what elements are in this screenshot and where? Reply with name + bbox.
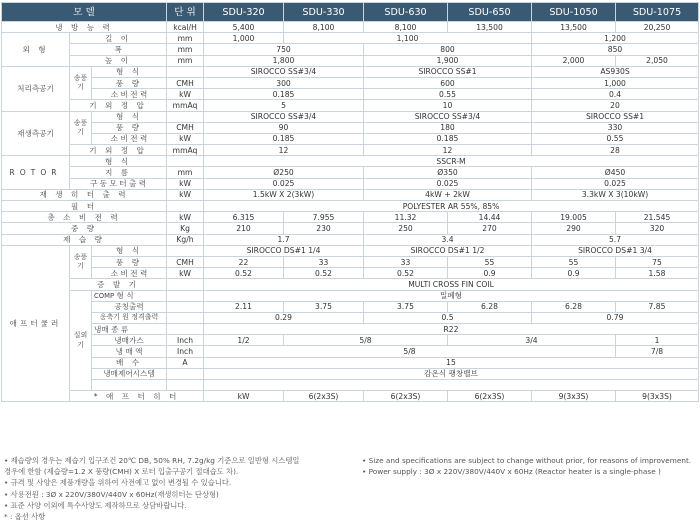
header-model-name: SDU-1075: [616, 3, 699, 22]
value-cell: SIROCCO SS#3/4: [204, 111, 364, 122]
value-cell: 0.025: [204, 178, 364, 189]
value-cell: 300: [204, 77, 364, 88]
value-cell: 8,100: [364, 22, 448, 33]
row-afterheater: [2, 391, 699, 402]
notes-korean: [4, 455, 354, 522]
row-regen-type: [2, 111, 699, 122]
row-rotor-dia: [2, 167, 699, 178]
row-label: 풍 량: [92, 77, 167, 88]
row-width: [2, 44, 699, 55]
row-label: 풍 량: [92, 122, 167, 133]
value-cell: 290: [532, 223, 616, 234]
ref-kind-label: 종 류: [111, 324, 129, 334]
unit-cell: mmAq: [167, 145, 204, 156]
value-cell: 1,000: [532, 77, 699, 88]
fan-label: 송풍기: [70, 66, 92, 100]
row-afc-ctrl: [2, 368, 699, 379]
group-rotor: ROTOR: [2, 156, 70, 190]
note-line: • 규격 및 사양은 제품개량을 위하여 사전예고 없이 변경될 수 있습니다.: [4, 478, 232, 488]
unit-cell: mmAq: [167, 100, 204, 111]
value-cell: 1,800: [204, 55, 364, 66]
value-cell: 14.44: [448, 212, 532, 223]
row-label: 형 식: [92, 245, 167, 256]
unit-cell: mm: [167, 33, 204, 44]
value-cell: 0.55: [364, 89, 532, 100]
value-cell: 21.545: [616, 212, 699, 223]
row-label: 냉 방 능 력: [2, 22, 167, 33]
row-afc-ref-kind: [2, 324, 699, 335]
value-cell: 1.7: [204, 234, 364, 245]
row-label: [92, 290, 167, 301]
value-cell: 2.11: [204, 301, 284, 312]
value-cell: 320: [616, 223, 699, 234]
value-cell: SIROCCO SS#3/4: [204, 66, 364, 77]
value-cell: 3/4: [448, 335, 616, 346]
value-cell: SIROCCO SS#3/4: [364, 111, 532, 122]
value-cell: 13,500: [532, 22, 616, 33]
unit-cell: CMH: [167, 77, 204, 88]
row-length: [2, 33, 699, 44]
row-label: 구 동 모 터 출 력: [70, 178, 167, 189]
outdoor-label: 실외기: [70, 290, 92, 391]
value-cell: POLYESTER AR 55%, 85%: [204, 201, 699, 212]
unit-cell: [167, 324, 204, 335]
value-cell: 6.28: [532, 301, 616, 312]
value-cell: 850: [532, 44, 699, 55]
value-cell: 0.9: [532, 268, 616, 279]
value-cell: [204, 380, 699, 391]
row-afc-type: [2, 245, 699, 256]
row-label: 지 름: [70, 167, 167, 178]
value-cell: 6(2x3S): [284, 391, 364, 402]
row-label: 길 이: [70, 33, 167, 44]
row-label: 재 생 히 터 출 력: [2, 189, 167, 200]
value-cell: 180: [364, 122, 532, 133]
value-cell: 1,100: [284, 33, 532, 44]
value-cell: 6.28: [448, 301, 532, 312]
spec-table: [1, 2, 699, 402]
unit-cell: kW: [167, 89, 204, 100]
row-afc-evap: [2, 279, 699, 290]
value-cell: 0.5: [364, 312, 532, 323]
unit-cell: kW: [167, 189, 204, 200]
value-cell: 0.79: [532, 312, 699, 323]
refrig-label: 냉매: [94, 324, 109, 334]
unit-cell: [167, 380, 204, 391]
row-height: [2, 55, 699, 66]
value-cell: 1/2: [204, 335, 284, 346]
row-weight: [2, 223, 699, 234]
row-label: 폭: [70, 44, 167, 55]
group-outer: 외 형: [2, 33, 70, 67]
value-cell: 210: [204, 223, 284, 234]
unit-cell: kcal/H: [167, 22, 204, 33]
value-cell: Ø350: [364, 167, 532, 178]
unit-cell: [167, 279, 204, 290]
row-heater: [2, 189, 699, 200]
value-cell: MULTI CROSS FIN COIL: [204, 279, 699, 290]
row-label: 증 발 기: [70, 279, 167, 290]
value-cell: 2,000: [532, 55, 616, 66]
unit-cell: [167, 245, 204, 256]
value-cell: 20: [532, 100, 699, 111]
unit-cell: kW: [204, 391, 284, 402]
row-regen-pressure: [2, 145, 699, 156]
unit-cell: Inch: [167, 346, 204, 357]
value-cell: 0.185: [364, 133, 532, 144]
value-cell: 20,250: [616, 22, 699, 33]
value-cell: 7.85: [616, 301, 699, 312]
value-cell: 1,900: [364, 55, 532, 66]
value-cell: 3.75: [284, 301, 364, 312]
row-label: 소 비 전 력: [92, 133, 167, 144]
unit-cell: [167, 66, 204, 77]
value-cell: 5/8: [204, 346, 616, 357]
unit-cell: kW: [167, 133, 204, 144]
row-label: 형 식: [70, 156, 167, 167]
value-cell: 33: [284, 256, 364, 267]
value-cell: 0.55: [532, 133, 699, 144]
unit-cell: CMH: [167, 122, 204, 133]
row-label: 제 습 량: [2, 234, 167, 245]
value-cell: 밀폐형: [204, 290, 699, 301]
header-model-name: SDU-650: [448, 3, 532, 22]
unit-cell: [167, 368, 204, 379]
header-model: 모 델: [2, 3, 167, 22]
header-unit: 단 위: [167, 3, 204, 22]
note-line: • 제습량의 경우는 제습기 입구조건 20℃ DB, 50% RH, 7.2g/kg 기준으로 일반형 시스템일: [4, 456, 300, 465]
unit-cell: mm: [167, 167, 204, 178]
value-cell: 33: [364, 256, 448, 267]
value-cell: SIROCCO DS#1 3/4: [532, 245, 699, 256]
value-cell: 230: [284, 223, 364, 234]
unit-cell: kW: [167, 268, 204, 279]
row-afc-comp-type: [2, 290, 699, 301]
value-cell: 0.185: [204, 89, 364, 100]
value-cell: 330: [532, 122, 699, 133]
fan-label: 송풍기: [70, 245, 92, 279]
row-label: 높 이: [70, 55, 167, 66]
row-process-type: [2, 66, 699, 77]
value-cell: SIROCCO SS#1: [364, 66, 532, 77]
unit-cell: [167, 290, 204, 301]
header-model-name: SDU-330: [284, 3, 364, 22]
unit-cell: Inch: [167, 335, 204, 346]
value-cell: SSCR-M: [204, 156, 699, 167]
row-filter: [2, 201, 699, 212]
unit-cell: CMH: [167, 256, 204, 267]
row-process-flow: [2, 77, 699, 88]
unit-cell: [167, 301, 204, 312]
value-cell: 1.5kW X 2(3kW): [204, 189, 364, 200]
value-cell: 750: [204, 44, 364, 55]
value-cell: 15: [204, 357, 699, 368]
group-regen: 재생측공기: [2, 111, 70, 156]
value-cell: SIROCCO DS#1 1/2: [364, 245, 532, 256]
value-cell: 2,050: [616, 55, 699, 66]
row-afc-liquid: [2, 346, 699, 357]
header-model-name: SDU-630: [364, 3, 448, 22]
value-cell: 5.7: [532, 234, 699, 245]
value-cell: 8,100: [284, 22, 364, 33]
value-cell: SIROCCO DS#1 1/4: [204, 245, 364, 256]
comp-label: COMP: [94, 291, 115, 300]
row-label: 풍 량: [92, 256, 167, 267]
value-cell: 5: [204, 100, 364, 111]
value-cell: 0.025: [532, 178, 699, 189]
row-label: 형 식: [92, 66, 167, 77]
note-line: • 표준 사양 이외에 특수사양도 제작하므로 상담바랍니다.: [4, 500, 187, 510]
value-cell: AS930S: [532, 66, 699, 77]
row-label: 배 수: [92, 357, 167, 368]
value-cell: 0.185: [204, 133, 364, 144]
value-cell: 0.52: [204, 268, 284, 279]
value-cell: Ø250: [204, 167, 364, 178]
row-process-power: [2, 89, 699, 100]
note-line: • Power supply : 3Ø x 220V/380V/440V x 60Hz (Reactor heater is a single-phase ): [362, 467, 661, 477]
value-cell: 5/8: [284, 335, 448, 346]
row-label: * 애 프 터 히 터: [70, 391, 204, 402]
note-line: • Size and specifications are subject to change without prior, for reasons of improvement.: [362, 456, 692, 465]
unit-cell: A: [167, 357, 204, 368]
notes-english: [362, 455, 697, 477]
value-cell: 11.32: [364, 212, 448, 223]
value-cell: 90: [204, 122, 364, 133]
value-cell: 0.52: [364, 268, 448, 279]
row-afc-spacer: [2, 380, 699, 391]
value-cell: 22: [204, 256, 284, 267]
row-label: 공칭출력: [92, 301, 167, 312]
value-cell: 1.58: [616, 268, 699, 279]
row-rotor-motor: [2, 178, 699, 189]
value-cell: 9(3x3S): [532, 391, 616, 402]
value-cell: 800: [364, 44, 532, 55]
row-cooling: [2, 22, 699, 33]
value-cell: 0.025: [364, 178, 532, 189]
unit-cell: [167, 312, 204, 323]
value-cell: 6.315: [204, 212, 284, 223]
value-cell: 55: [532, 256, 616, 267]
value-cell: 55: [448, 256, 532, 267]
row-label: [92, 380, 167, 391]
comp-type-label: 형 식: [116, 290, 134, 300]
unit-cell: [167, 201, 204, 212]
row-process-pressure: [2, 100, 699, 111]
row-afc-comp-out: [2, 301, 699, 312]
value-cell: 13,500: [448, 22, 532, 33]
note-line: 경우에 한함 (제습량=1.2 X 풍량(CMH) X 로터 입출구공기 절대습도 차).: [4, 467, 239, 477]
row-label: 냉 매 액: [92, 346, 167, 357]
row-rotor-type: [2, 156, 699, 167]
row-label: 형 식: [92, 111, 167, 122]
value-cell: 1,000: [204, 33, 284, 44]
row-label: 소 비 전 력: [92, 89, 167, 100]
group-aftercooler: 애프터쿨러: [2, 245, 70, 402]
row-afc-power: [2, 268, 699, 279]
value-cell: 28: [532, 145, 699, 156]
unit-cell: Kg/h: [167, 234, 204, 245]
fan-label: 송풍기: [70, 111, 92, 145]
unit-cell: kW: [167, 212, 204, 223]
row-label: 기 외 정 압: [70, 100, 167, 111]
note-line: • 사용전원 : 3Ø x 220V/380V/440V x 60Hz(재생히터는 단상형): [4, 489, 219, 499]
value-cell: 600: [364, 77, 532, 88]
row-label: 필 터: [2, 201, 167, 212]
value-cell: 0.9: [448, 268, 532, 279]
value-cell: 9(3x3S): [616, 391, 699, 402]
unit-cell: kW: [167, 178, 204, 189]
value-cell: 6(2x3S): [364, 391, 448, 402]
row-label: 냉매제어시스템: [92, 368, 167, 379]
unit-cell: mm: [167, 44, 204, 55]
value-cell: SIROCCO SS#1: [532, 111, 699, 122]
value-cell: 1: [616, 335, 699, 346]
value-cell: 250: [364, 223, 448, 234]
row-label: [92, 324, 167, 335]
header-row: [2, 3, 699, 22]
value-cell: 10: [364, 100, 532, 111]
value-cell: 270: [448, 223, 532, 234]
row-label: 중 량: [2, 223, 167, 234]
row-regen-flow: [2, 122, 699, 133]
row-label: 기 외 정 압: [70, 145, 167, 156]
value-cell: 12: [364, 145, 532, 156]
value-cell: 4kW + 2kW: [364, 189, 532, 200]
value-cell: 7.955: [284, 212, 364, 223]
row-afc-flow: [2, 256, 699, 267]
row-afc-gas: [2, 335, 699, 346]
row-afc-pipe: [2, 357, 699, 368]
row-label: 총 소 비 전 력: [2, 212, 167, 223]
value-cell: 12: [204, 145, 364, 156]
row-afc-cond: [2, 312, 699, 323]
header-model-name: SDU-1050: [532, 3, 616, 22]
note-line: * : 옵션 사항: [4, 512, 46, 522]
value-cell: 0.29: [204, 312, 364, 323]
value-cell: 19.005: [532, 212, 616, 223]
value-cell: 6(2x3S): [448, 391, 532, 402]
value-cell: Ø450: [532, 167, 699, 178]
row-total-power: [2, 212, 699, 223]
value-cell: 0.52: [284, 268, 364, 279]
value-cell: R22: [204, 324, 699, 335]
unit-cell: [167, 111, 204, 122]
row-dehumidify: [2, 234, 699, 245]
row-label: 응축기 원 정격출력: [92, 312, 167, 323]
value-cell: 3.75: [364, 301, 448, 312]
unit-cell: mm: [167, 55, 204, 66]
row-regen-power: [2, 133, 699, 144]
value-cell: 75: [616, 256, 699, 267]
value-cell: 0.4: [532, 89, 699, 100]
value-cell: 감온식 팽창밸브: [204, 368, 699, 379]
unit-cell: [167, 156, 204, 167]
value-cell: 7/8: [616, 346, 699, 357]
row-label: 소 비 전 력: [92, 268, 167, 279]
unit-cell: Kg: [167, 223, 204, 234]
value-cell: 5,400: [204, 22, 284, 33]
group-process: 처리측공기: [2, 66, 70, 111]
value-cell: 1,200: [532, 33, 699, 44]
value-cell: 3.4: [364, 234, 532, 245]
header-model-name: SDU-320: [204, 3, 284, 22]
value-cell: 3.3kW X 3(10kW): [532, 189, 699, 200]
row-label: 냉매가스: [92, 335, 167, 346]
